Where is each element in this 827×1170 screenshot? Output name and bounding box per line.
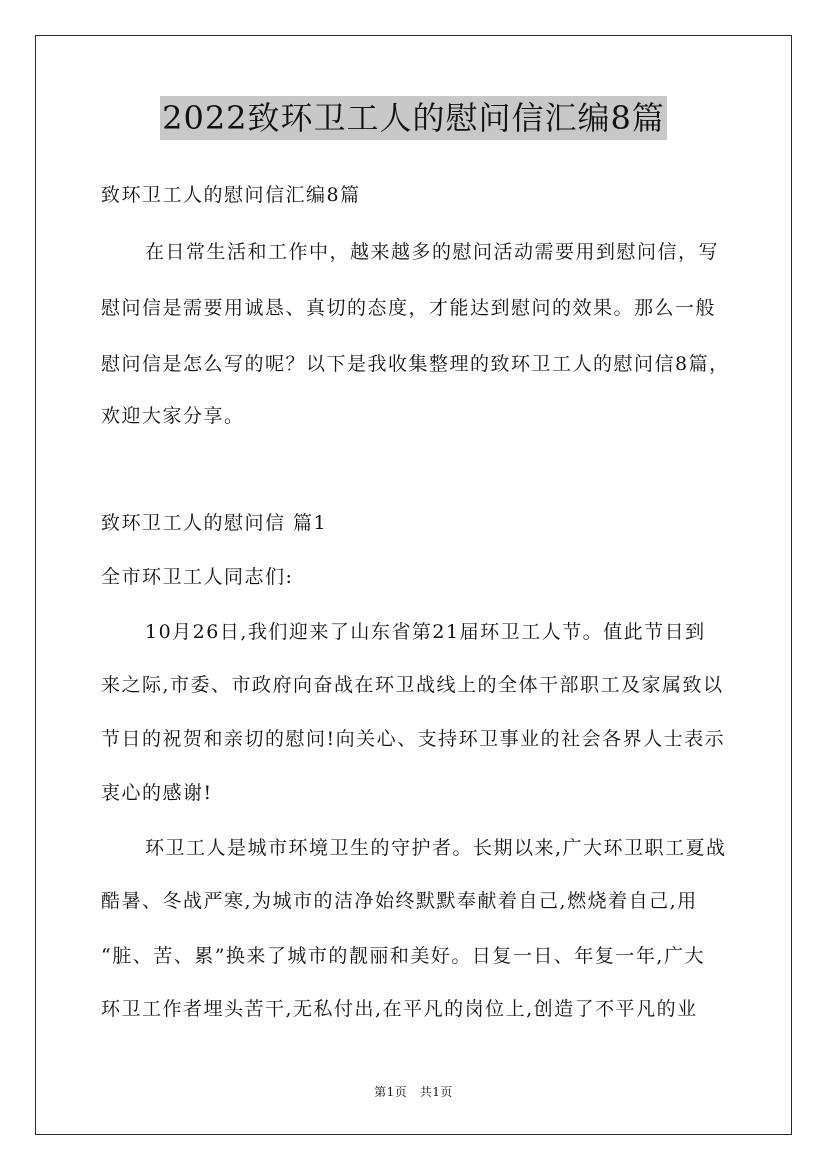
paragraph-line: 环卫工作者埋头苦干,无私付出,在平凡的岗位上,创造了不平凡的业: [101, 998, 698, 1020]
intro-line: 欢迎大家分享。: [101, 405, 245, 427]
intro-line: 慰问信是需要用诚恳、真切的态度，才能达到慰问的效果。那么一般: [101, 297, 717, 319]
paragraph-line: 10月26日,我们迎来了山东省第21届环卫工人节。值此节日到: [145, 621, 706, 643]
intro-line: 慰问信是怎么写的呢？以下是我收集整理的致环卫工人的慰问信8篇，: [101, 353, 730, 375]
title-container: [0, 96, 827, 140]
paragraph-line: 来之际,市委、市政府向奋战在环卫战线上的全体干部职工及家属致以: [101, 674, 724, 696]
page-footer: 第1页 共1页: [374, 1085, 453, 1099]
intro-line: 在日常生活和工作中，越来越多的慰问活动需要用到慰问信，写: [145, 241, 720, 263]
document-subtitle: 致环卫工人的慰问信汇编8篇: [101, 184, 361, 206]
paragraph-line: “脏、苦、累”换来了城市的靓丽和美好。日复一日、年复一年,广大: [101, 945, 705, 967]
section-heading: 致环卫工人的慰问信 篇1: [101, 512, 328, 534]
document-title: 2022致环卫工人的慰问信汇编8篇: [160, 96, 667, 140]
salutation: 全市环卫工人同志们:: [101, 566, 294, 588]
paragraph-line: 环卫工人是城市环境卫生的守护者。长期以来,广大环卫职工夏战: [145, 837, 727, 859]
paragraph-line: 衷心的感谢!: [101, 782, 213, 804]
paragraph-line: 酷暑、冬战严寒,为城市的洁净始终默默奉献着自己,燃烧着自己,用: [101, 890, 698, 912]
paragraph-line: 节日的祝贺和亲切的慰问!向关心、支持环卫事业的社会各界人士表示: [101, 728, 726, 750]
